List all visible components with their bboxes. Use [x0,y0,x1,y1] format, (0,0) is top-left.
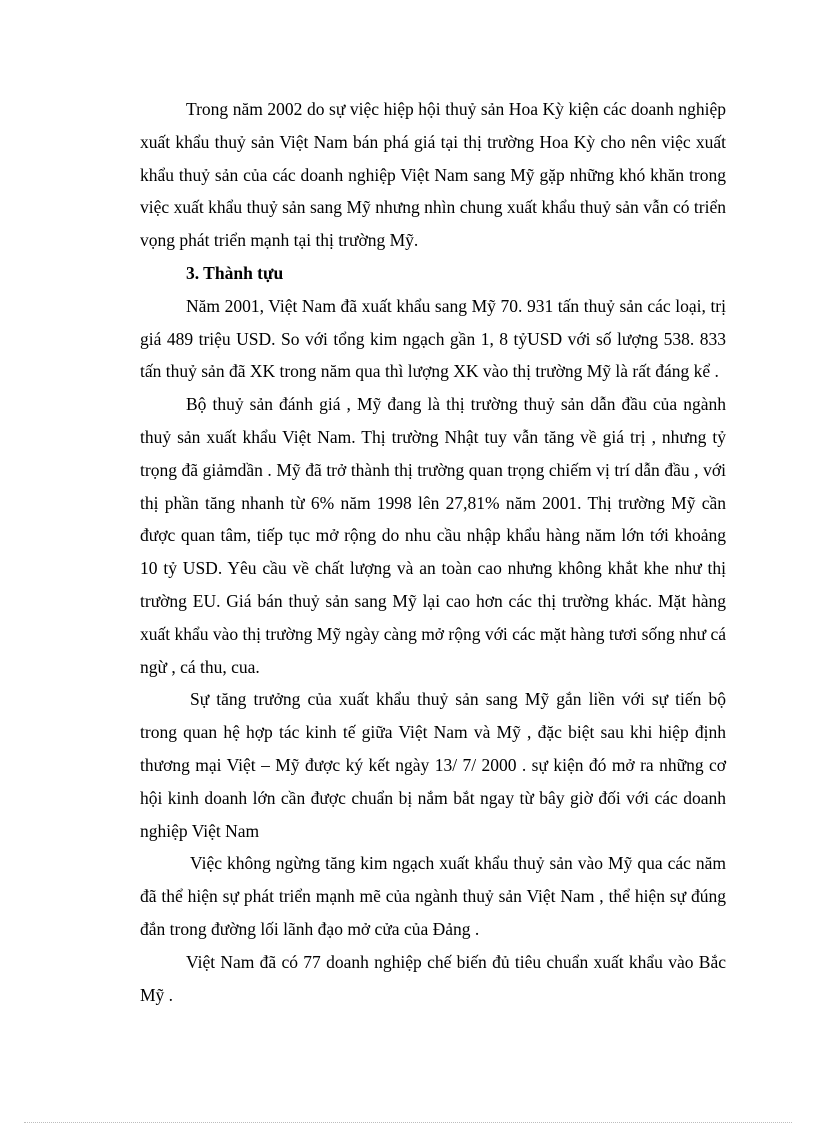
paragraph-market-assessment: Bộ thuỷ sản đánh giá , Mỹ đang là thị trường thuỷ sản dẫn đầu của ngành thuỷ sản xuất khẩu Việt Nam. Thị trường Nhật tuy vẫn tăng về giá trị , nhưng tỷ trọng đã giảmdần . Mỹ đã trở thành thị trường quan trọng chiếm vị trí dẫn đầu , với thị phần tăng nhanh từ 6% năm 1998 lên 27,81% năm 2001. Thị trường Mỹ cần được quan tâm, tiếp tục mở rộng do nhu cầu nhập khẩu hàng năm lớn tới khoảng 10 tỷ USD. Yêu cầu về chất lượng và an toàn cao nhưng không khắt khe như thị trường EU. Giá bán thuỷ sản sang Mỹ lại cao hơn các thị trường khác. Mặt hàng xuất khẩu vào thị trường Mỹ ngày càng mở rộng với các mặt hàng tươi sống như cá ngừ , cá thu, cua. [140,394,726,677]
page-content [140,93,726,1011]
paragraph-trade-agreement: Sự tăng trưởng của xuất khẩu thuỷ sản sang Mỹ gắn liền với sự tiến bộ trong quan hệ hợp tác kinh tế giữa Việt Nam và Mỹ , đặc biệt sau khi hiệp định thương mại Việt – Mỹ được ký kết ngày 13/ 7/ 2000 . sự kiện đó mở ra những cơ hội kinh doanh lớn cần được chuẩn bị nắm bắt ngay từ bây giờ đối với các doanh nghiệp Việt Nam [140,689,726,841]
paragraph-growth: Việc không ngừng tăng kim ngạch xuất khẩu thuỷ sản vào Mỹ qua các năm đã thể hiện sự phát triển mạnh mẽ của ngành thuỷ sản Việt Nam , thể hiện sự đúng đắn trong đường lối lãnh đạo mở cửa của Đảng . [140,853,726,939]
paragraph-enterprises: Việt Nam đã có 77 doanh nghiệp chế biến đủ tiêu chuẩn xuất khẩu vào Bắc Mỹ . [140,951,726,1005]
section-heading: 3. Thành tựu [186,262,284,283]
paragraph-intro: Trong năm 2002 do sự việc hiệp hội thuỷ sản Hoa Kỳ kiện các doanh nghiệp xuất khẩu thuỷ sản Việt Nam bán phá giá tại thị trường Hoa Kỳ cho nên việc xuất khẩu thuỷ sản của các doanh nghiệp Việt Nam sang Mỹ gặp những khó khăn trong việc xuất khẩu thuỷ sản sang Mỹ nhưng nhìn chung xuất khẩu thuỷ sản vẫn có triển vọng phát triển mạnh tại thị trường Mỹ. [140,99,726,251]
paragraph-exports-2001: Năm 2001, Việt Nam đã xuất khẩu sang Mỹ 70. 931 tấn thuỷ sản các loại, trị giá 489 triệu USD. So với tổng kim ngạch gần 1, 8 tỷUSD với số lượng 538. 833 tấn thuỷ sản đã XK trong năm qua thì lượng XK vào thị trường Mỹ là rất đáng kể . [140,295,726,382]
